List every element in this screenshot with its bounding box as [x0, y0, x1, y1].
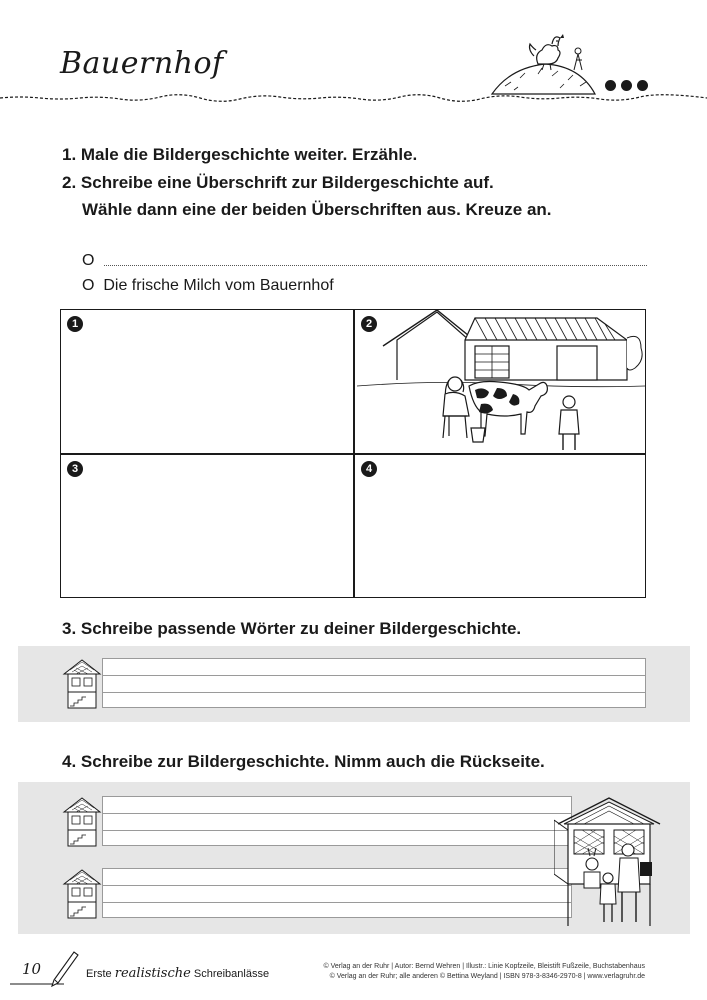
task-2: 2. Schreibe eine Überschrift zur Bildergeschichte auf.	[62, 173, 494, 192]
letter-house-icon	[62, 868, 102, 920]
credit-line-1: © Verlag an der Ruhr | Autor: Bernd Wehren | Illustr.: Linie Kopfzeile, Bleistift Fußzeile, Buchstabenhaus	[323, 963, 645, 970]
grid-divider-horizontal	[61, 453, 645, 455]
panel-1-number: 1	[67, 316, 83, 332]
word-write-line[interactable]	[102, 658, 646, 708]
credit-line-2: © Verlag an der Ruhr; alle anderen © Bettina Weyland | ISBN 978-3-8346-2970-8 | www.verlagruhr.de	[329, 973, 645, 980]
letter-house-icon	[62, 796, 102, 848]
task-2-continued: Wähle dann eine der beiden Überschriften aus. Kreuze an.	[82, 200, 552, 219]
choice-2-label: Die frische Milch vom Bauernhof	[103, 277, 334, 294]
haystack-rooster-illustration	[490, 20, 600, 98]
brand-script: realistische	[114, 966, 191, 981]
panel-3-number: 3	[67, 461, 83, 477]
task-3: 3. Schreibe passende Wörter zu deiner Bildergeschichte.	[62, 619, 522, 638]
series-brand	[86, 966, 269, 981]
copyright-credits	[300, 962, 645, 982]
page-number: 10	[22, 960, 42, 978]
task-1: 1. Male die Bildergeschichte weiter. Erzähle.	[62, 145, 418, 164]
title-write-line[interactable]	[104, 265, 647, 266]
pencil-icon	[8, 944, 80, 990]
story-write-line-2[interactable]	[102, 868, 572, 918]
story-write-line-1[interactable]	[102, 796, 572, 846]
brand-pre: Erste	[86, 968, 112, 980]
choice-2[interactable]	[82, 277, 334, 295]
page-title: Bauernhof	[60, 46, 224, 81]
farm-shop-illustration	[554, 794, 664, 928]
panel-4-number: 4	[361, 461, 377, 477]
task-4: 4. Schreibe zur Bildergeschichte. Nimm auch die Rückseite.	[62, 752, 545, 771]
choice-1-checkbox[interactable]: O	[82, 252, 95, 269]
brand-post: Schreibanlässe	[193, 968, 270, 980]
header-divider	[0, 94, 707, 102]
farm-milking-illustration	[357, 310, 645, 452]
panel-2-number: 2	[361, 316, 377, 332]
picture-story-grid	[60, 309, 646, 598]
letter-house-icon	[62, 658, 102, 710]
choice-2-checkbox[interactable]: O	[82, 277, 95, 294]
